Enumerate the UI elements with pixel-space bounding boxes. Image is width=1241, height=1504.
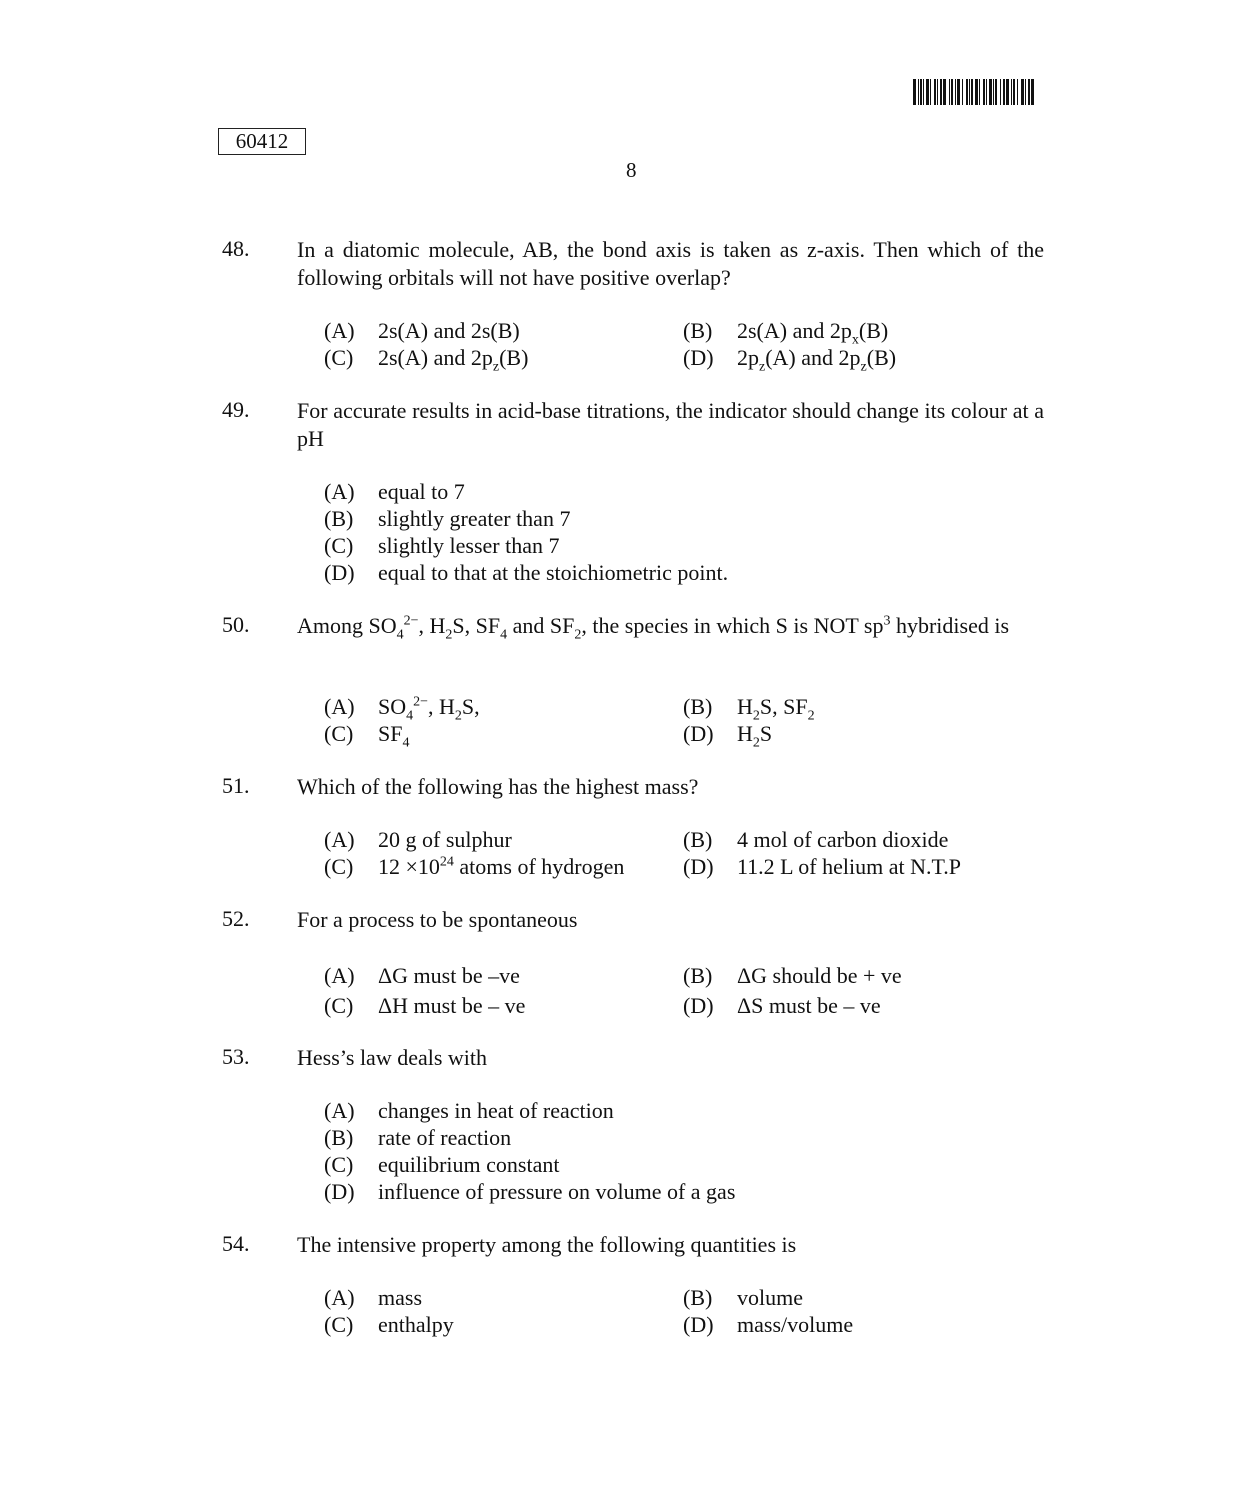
question-text: The intensive property among the following quantities is: [297, 1232, 797, 1257]
option-text: equal to 7: [378, 479, 465, 504]
question-text: Hess’s law deals with: [297, 1045, 488, 1070]
option-label: (A): [324, 318, 355, 343]
question-text: For accurate results in acid-base titrations, the indicator should change its colour at a pH: [297, 398, 1044, 451]
option-label: (A): [324, 1098, 355, 1123]
option-text: 20 g of sulphur: [378, 827, 512, 852]
option-text: volume: [737, 1285, 803, 1310]
question-52: [222, 906, 1044, 1018]
option-text: $2p_z(A)$ and $2p_z(B)$: [737, 345, 897, 375]
option-text: influence of pressure on volume of a gas: [378, 1179, 736, 1204]
option-text: $12 \times 10^{24}$ atoms of hydrogen: [378, 854, 625, 879]
option-label: (C): [324, 345, 354, 370]
option-label: (C): [324, 1152, 354, 1177]
option-text: enthalpy: [378, 1312, 454, 1337]
question-number: 54.: [222, 1231, 250, 1256]
options: [222, 961, 1042, 1021]
option-label: (D): [683, 1312, 714, 1337]
option-label: (B): [683, 963, 713, 988]
question-text: For a process to be spontaneous: [297, 907, 578, 932]
option-label: (C): [324, 993, 354, 1018]
options: [222, 693, 1042, 751]
option-label: (D): [683, 721, 714, 746]
option-text: ΔH must be – ve: [378, 993, 526, 1018]
option-label: (D): [683, 345, 714, 370]
option-label: (A): [324, 694, 355, 719]
option-text: 4 mol of carbon dioxide: [737, 827, 949, 852]
option-label: (B): [324, 1125, 354, 1150]
option-text: 11.2 L of helium at N.T.P: [737, 854, 962, 879]
question-number: 49.: [222, 397, 250, 422]
option-text: mass/volume: [737, 1312, 854, 1337]
option-text: slightly lesser than 7: [378, 533, 560, 558]
option-text: $H_2S$: [737, 721, 773, 751]
option-text: equal to that at the stoichiometric point.: [378, 560, 729, 585]
question-text: Among $SO_4^{2-}$, $H_2S$, $SF_4$ and $SF_2$, the species in which S is NOT $sp^3$ hybridised is: [297, 613, 1010, 643]
question-50: [222, 612, 1044, 751]
question-51: [222, 773, 1044, 879]
option-text: 2s(A) and $2p_z(B)$: [378, 345, 529, 375]
question-number: 51.: [222, 773, 250, 798]
question-48: [222, 236, 1044, 375]
option-text: slightly greater than 7: [378, 506, 571, 531]
options: [324, 478, 728, 586]
options: [222, 317, 1042, 375]
option-text: $SF_4$: [378, 721, 410, 751]
option-text: rate of reaction: [378, 1125, 512, 1150]
question-53: [222, 1044, 1044, 1204]
option-text: ΔS must be – ve: [737, 993, 881, 1018]
option-label: (C): [324, 1312, 354, 1337]
question-text: In a diatomic molecule, AB, the bond axis is taken as z-axis. Then which of the following orbitals will not have positive overlap?: [297, 237, 1044, 290]
option-label: (A): [324, 827, 355, 852]
question-text: Which of the following has the highest mass?: [297, 774, 699, 799]
option-text: equilibrium constant: [378, 1152, 560, 1177]
question-number: 52.: [222, 906, 250, 931]
options: [222, 826, 1042, 880]
barcode: [913, 79, 1069, 105]
option-label: (B): [683, 694, 713, 719]
option-text: changes in heat of reaction: [378, 1098, 614, 1123]
option-label: (D): [324, 1179, 355, 1204]
option-label: (C): [324, 721, 354, 746]
page-number: 8: [626, 158, 637, 182]
question-54: [222, 1231, 1044, 1337]
option-label: (B): [683, 318, 713, 343]
options: [324, 1097, 735, 1205]
option-label: (A): [324, 1285, 355, 1310]
option-label: (D): [683, 993, 714, 1018]
option-text: ΔG should be + ve: [737, 963, 902, 988]
option-text: ΔG must be –ve: [378, 963, 520, 988]
option-text: mass: [378, 1285, 422, 1310]
options: [222, 1284, 1042, 1338]
option-label: (C): [324, 533, 354, 558]
option-text: 2s(A) and 2s(B): [378, 318, 520, 343]
option-label: (B): [683, 1285, 713, 1310]
option-label: (B): [683, 827, 713, 852]
question-number: 53.: [222, 1044, 250, 1069]
option-label: (A): [324, 963, 355, 988]
question-number: 48.: [222, 236, 250, 261]
option-text: 2s(A) and $2p_x(B)$: [737, 318, 889, 348]
option-label: (B): [324, 506, 354, 531]
option-label: (D): [324, 560, 355, 585]
exam-code: 60412: [218, 128, 306, 155]
option-text: $SO_4^{2-}$, $H_2S$,: [378, 694, 480, 724]
option-label: (D): [683, 854, 714, 879]
option-label: (C): [324, 854, 354, 879]
option-text: $H_2S$, $SF_2$: [737, 694, 815, 724]
question-49: [222, 397, 1044, 585]
option-label: (A): [324, 479, 355, 504]
question-number: 50.: [222, 612, 250, 637]
